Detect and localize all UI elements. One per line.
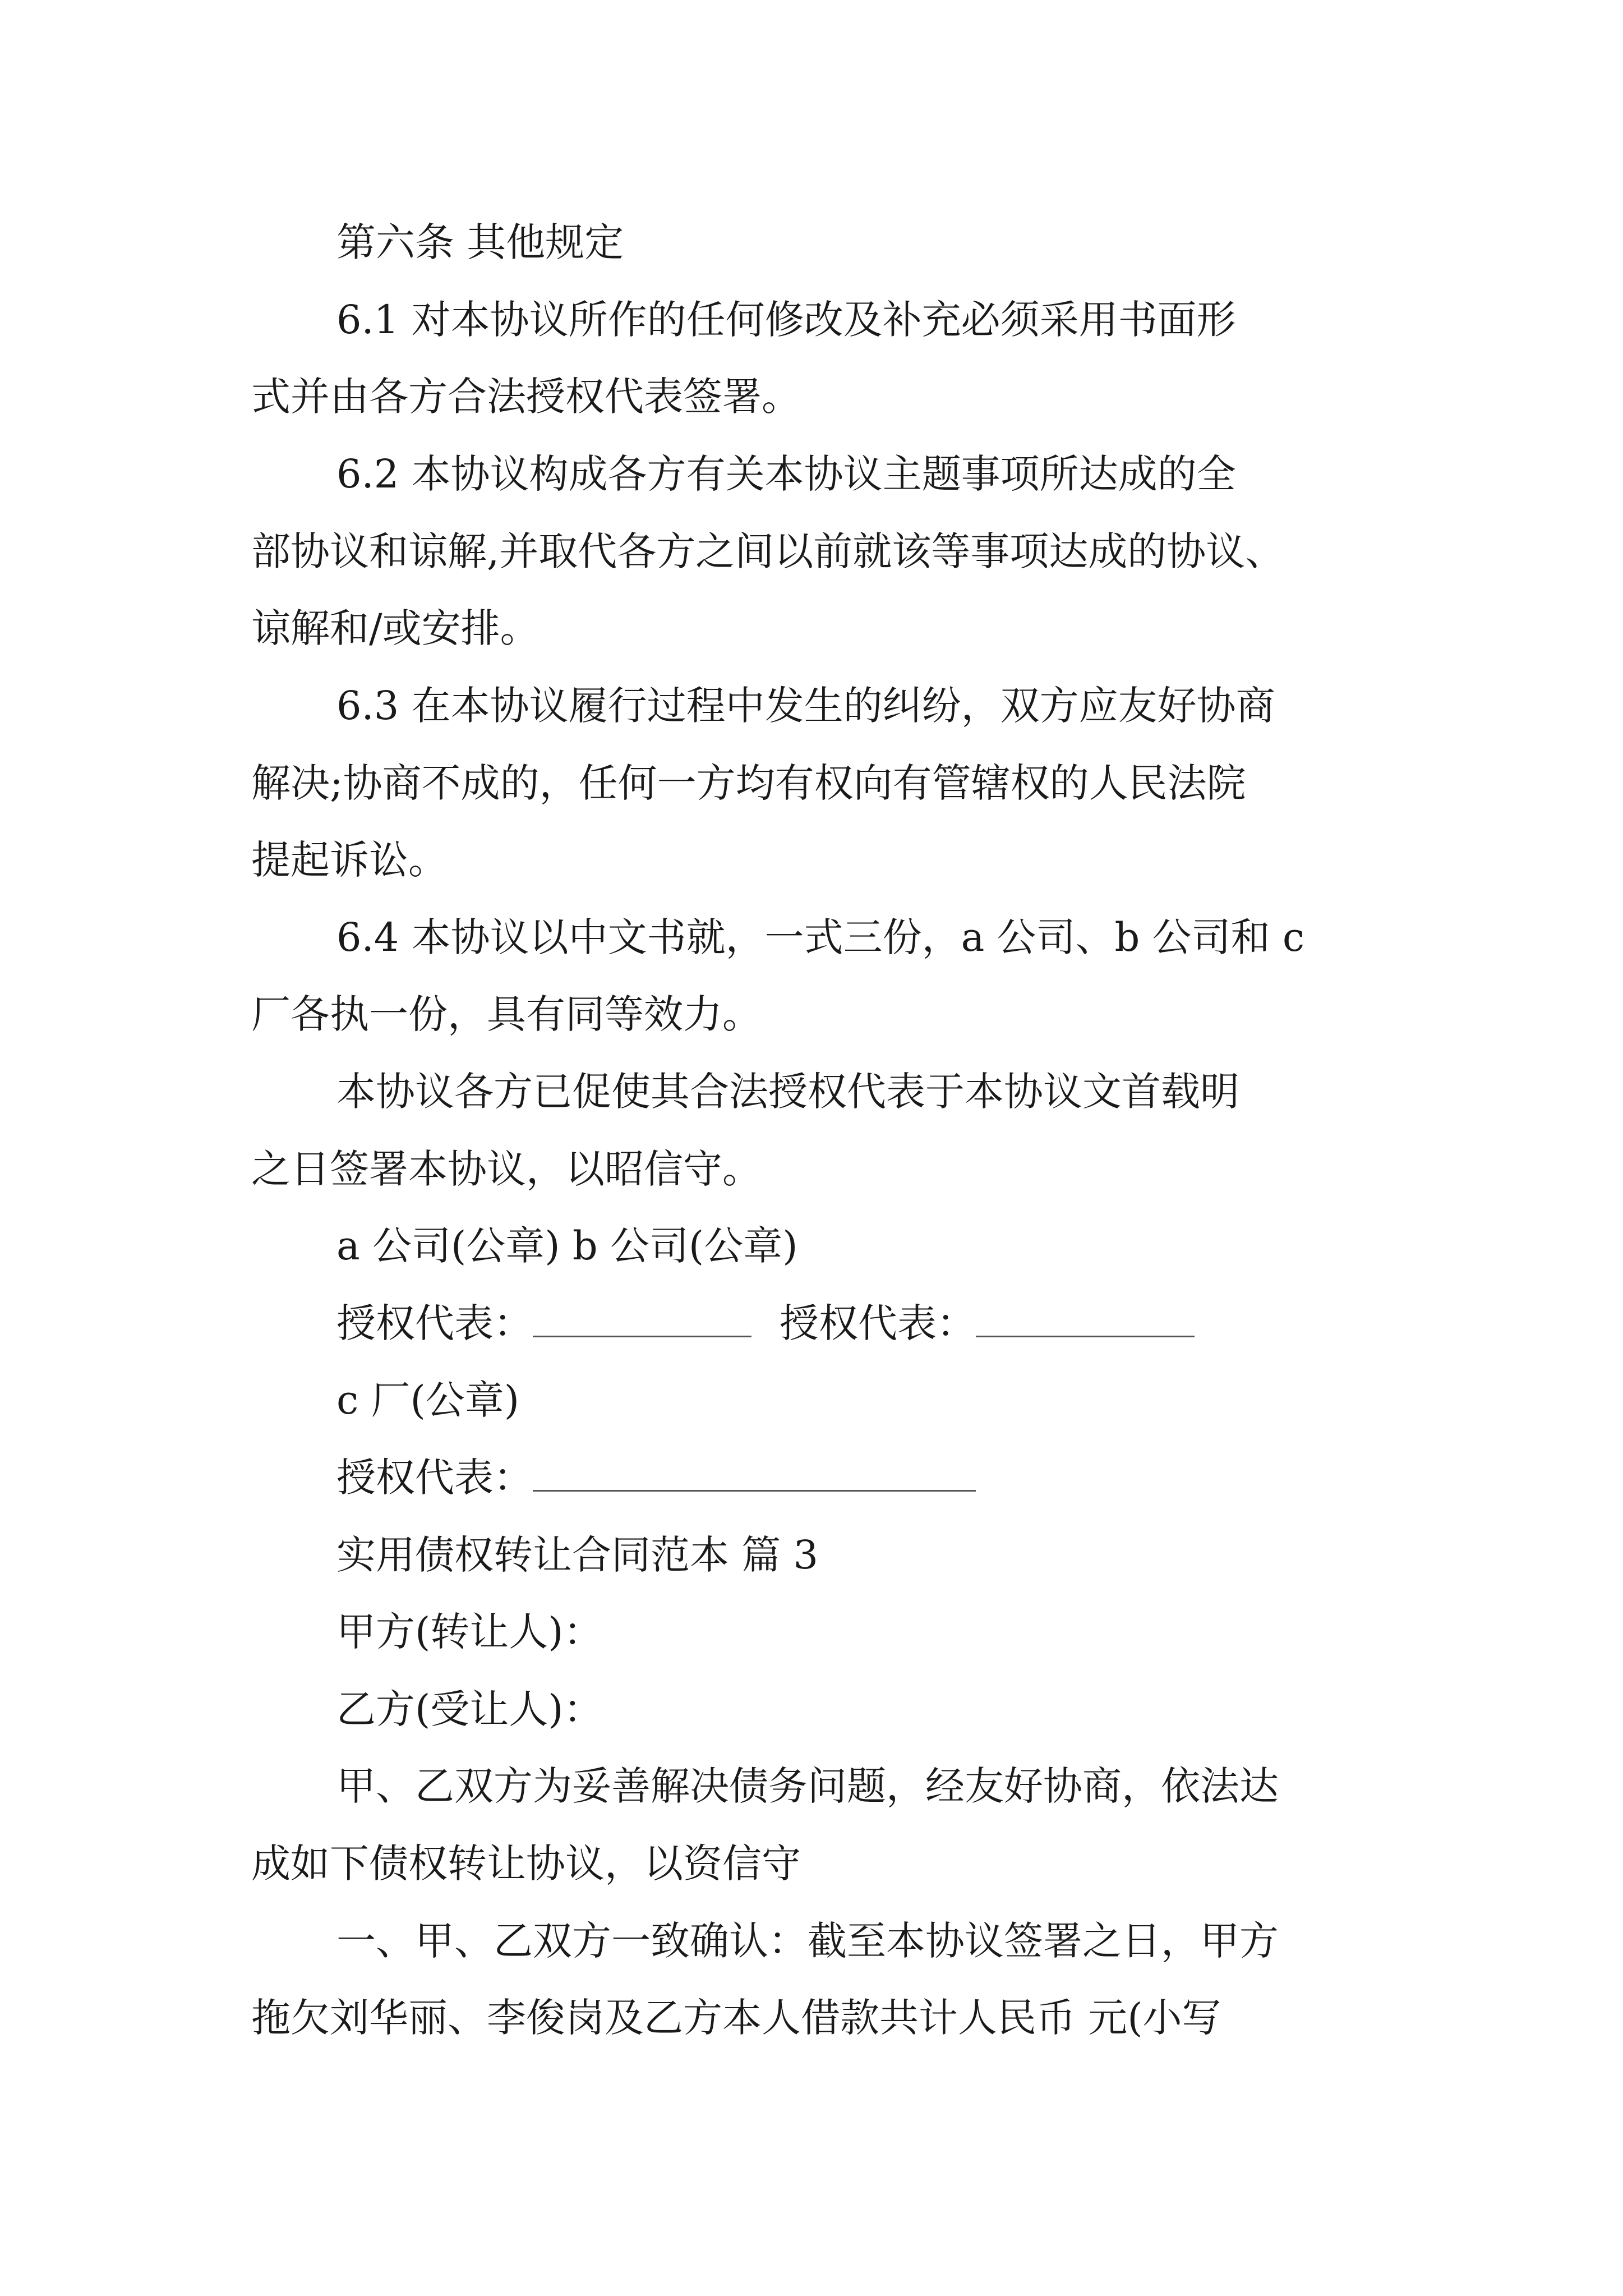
clause-6-1-line-2: 式并由各方合法授权代表签署。 [251, 374, 801, 420]
clause-6-3-line-1: 6.3 在本协议履行过程中发生的纠纷，双方应友好协商 [336, 683, 1275, 729]
signature-row-c [336, 1455, 976, 1500]
clause-6-4-line-2: 厂各执一份，具有同等效力。 [251, 991, 762, 1037]
item-1-line-2: 拖欠刘华丽、李俊岗及乙方本人借款共计人民币 元(小写 [251, 1995, 1221, 2041]
intro-line-2: 成如下债权转让协议，以资信守 [251, 1841, 801, 1887]
seals-a-b: a 公司(公章) b 公司(公章) [336, 1223, 798, 1269]
party-a-label: 甲方(转让人)： [336, 1609, 603, 1655]
clause-6-4-line-1: 6.4 本协议以中文书就，一式三份，a 公司、b 公司和 c [336, 914, 1305, 960]
clause-6-2-line-1: 6.2 本协议构成各方有关本协议主题事项所达成的全 [336, 451, 1236, 497]
rep-c-signature-blank [533, 1455, 976, 1492]
clause-6-3-line-3: 提起诉讼。 [251, 837, 448, 883]
closing-line-1: 本协议各方已促使其合法授权代表于本协议文首载明 [336, 1069, 1239, 1115]
article-heading: 第六条 其他规定 [336, 219, 624, 265]
party-b-label: 乙方(受让人)： [336, 1686, 603, 1732]
rep-b-label: 授权代表： [780, 1300, 976, 1346]
rep-a-signature-blank [533, 1301, 751, 1337]
section-3-title: 实用债权转让合同范本 篇 3 [336, 1532, 819, 1578]
clause-6-3-line-2: 解决;协商不成的，任何一方均有权向有管辖权的人民法院 [251, 760, 1246, 806]
clause-6-1-line-1: 6.1 对本协议所作的任何修改及补充必须采用书面形 [336, 297, 1236, 343]
rep-b-signature-blank [976, 1301, 1195, 1337]
intro-line-1: 甲、乙双方为妥善解决债务问题，经友好协商，依法达 [336, 1763, 1279, 1809]
clause-6-2-line-2: 部协议和谅解,并取代各方之间以前就该等事项达成的协议、 [251, 528, 1285, 574]
rep-c-label: 授权代表： [336, 1455, 533, 1501]
clause-6-2-line-3: 谅解和/或安排。 [251, 605, 540, 651]
item-1-line-1: 一、甲、乙双方一致确认：截至本协议签署之日，甲方 [336, 1918, 1279, 1964]
rep-a-label: 授权代表： [336, 1300, 533, 1346]
seal-c: c 厂(公章) [336, 1377, 520, 1423]
closing-line-2: 之日签署本协议，以昭信守。 [251, 1146, 762, 1192]
signature-row-ab [336, 1301, 1195, 1346]
